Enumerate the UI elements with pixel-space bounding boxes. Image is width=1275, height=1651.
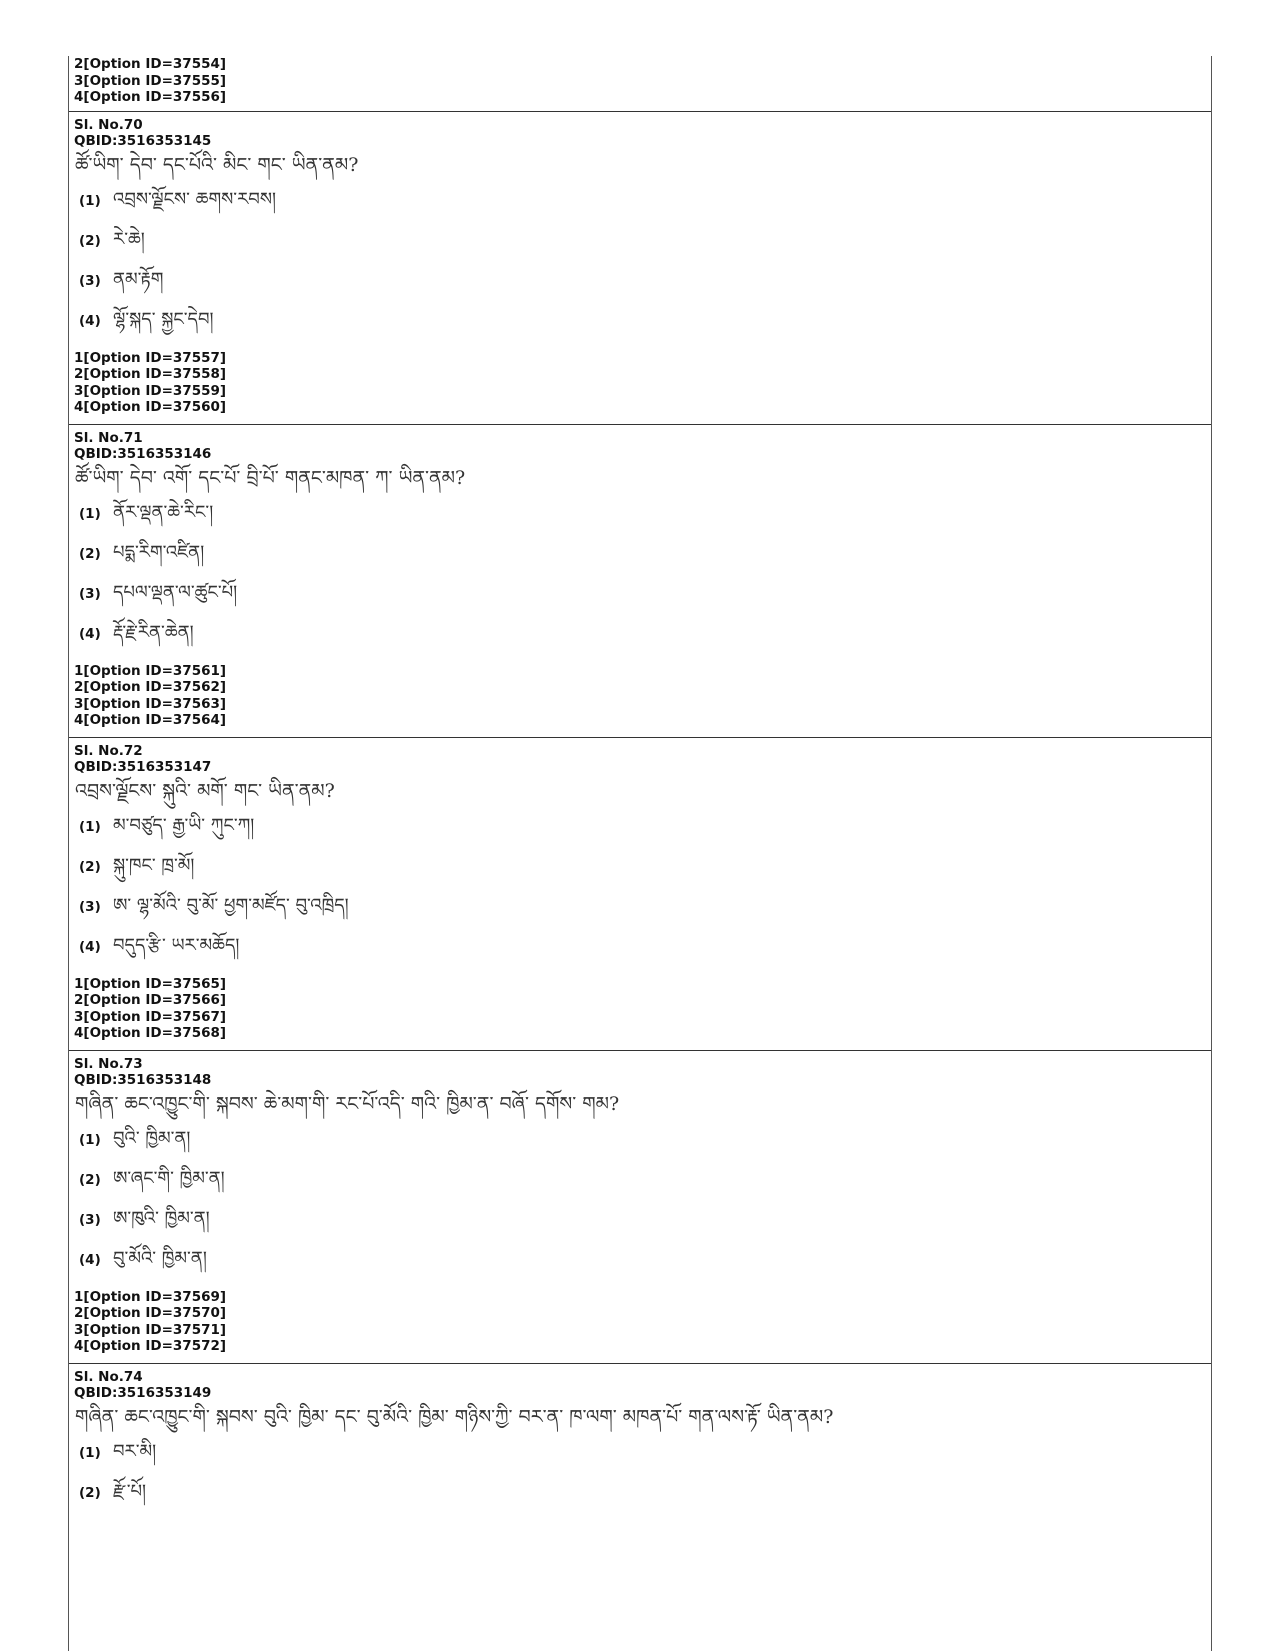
qbid: QBID:3516353149 (74, 1385, 212, 1401)
option-3 (69, 573, 1211, 613)
serial-number: Sl. No.73 (74, 1055, 143, 1072)
option-1 (69, 180, 1211, 220)
question-block-74 (69, 1363, 1211, 1512)
option-id-line: 3[Option ID=37555] (74, 72, 227, 89)
option-id-line: 1[Option ID=37569] (74, 1288, 227, 1305)
option-id-line: 3[Option ID=37559] (74, 382, 227, 399)
option-number: (2) (79, 545, 101, 562)
serial-number: Sl. No.71 (74, 429, 143, 446)
top-option-ids (69, 56, 1211, 106)
question-text: ཚོ་ཡིག་ དེབ་ འགོ་ དང་པོ་ བྲི་པོ་ གནང་མཁན་ ཀ་ ཡིན་ནམ? (75, 466, 466, 489)
serial-number: Sl. No.70 (74, 116, 143, 133)
question-block-73 (69, 1050, 1211, 1363)
option-4 (69, 1239, 1211, 1279)
option-number: (4) (79, 938, 101, 955)
option-number: (2) (79, 232, 101, 249)
option-id-line: 2[Option ID=37562] (74, 679, 227, 695)
option-1 (69, 493, 1211, 533)
option-number: (2) (79, 858, 101, 875)
option-text: སྐུ་ཁང་ ཁྲ་མོ། (113, 854, 195, 876)
option-text: ནོར་ལྡན་ཆེ་རིང་། (113, 501, 214, 523)
option-3 (69, 260, 1211, 300)
option-2 (69, 1472, 1211, 1512)
option-text: འབྲས་ལྗོངས་ ཆགས་རབས། (113, 188, 276, 210)
question-block-72 (69, 737, 1211, 1050)
option-ids (69, 1289, 1211, 1355)
option-id-line: 1[Option ID=37561] (74, 662, 227, 679)
option-4 (69, 300, 1211, 340)
option-id-line: 2[Option ID=37558] (74, 366, 227, 382)
option-text: བུ་མོའི་ ཁྱིམ་ན། (113, 1247, 207, 1269)
option-text: རྡོ་རྗེ་རིན་ཆེན། (113, 621, 194, 643)
option-id-line: 2[Option ID=37554] (74, 56, 227, 72)
qbid: QBID:3516353148 (74, 1072, 212, 1088)
option-text: ཨ་ཁུའི་ ཁྱིམ་ན། (113, 1207, 210, 1229)
option-4 (69, 926, 1211, 966)
option-number: (4) (79, 1251, 101, 1268)
option-text: རྫོ་པོ། (113, 1480, 147, 1502)
option-text: དཔལ་ལྡན་ལ་ཚུང་པོ། (113, 581, 238, 603)
question-text: གཞིན་ ཆང་འཁྱུང་གི་ སྐབས་ ཆེ་མག་གི་ རང་པོ་འདི་ གའི་ ཁྱིམ་ན་ བཞོ་ དགོས་ གམ? (75, 1092, 620, 1115)
option-4 (69, 613, 1211, 653)
qbid: QBID:3516353147 (74, 759, 212, 775)
option-1 (69, 1119, 1211, 1159)
qbid: QBID:3516353145 (74, 133, 212, 149)
question-text: ཚོ་ཡིག་ དེབ་ དང་པོའི་ མིང་ གང་ ཡིན་ནམ? (75, 153, 359, 176)
option-3 (69, 886, 1211, 926)
option-number: (1) (79, 505, 101, 522)
option-text: མ་བཙུད་ རྒྱ་ཡི་ ཀུང་ཀ། (113, 814, 255, 836)
option-id-line: 4[Option ID=37564] (74, 712, 227, 728)
option-number: (1) (79, 1444, 101, 1461)
option-id-line: 4[Option ID=37556] (74, 89, 227, 105)
option-number: (4) (79, 312, 101, 329)
option-id-line: 4[Option ID=37568] (74, 1025, 227, 1041)
option-3 (69, 1199, 1211, 1239)
option-2 (69, 533, 1211, 573)
qbid: QBID:3516353146 (74, 446, 212, 462)
option-number: (1) (79, 192, 101, 209)
option-1 (69, 1432, 1211, 1472)
question-text: གཞིན་ ཆང་འཁྱུང་གི་ སྐབས་ བུའི་ ཁྱིམ་ དང་ བུ་མོའི་ ཁྱིམ་ གཉིས་ཀྱི་ བར་ན་ ཁ་ལག་ མཁན་པོ་ གན་ལས་རྟོ་ ཡིན་ནམ? (75, 1405, 834, 1428)
option-ids (69, 663, 1211, 729)
option-ids (69, 976, 1211, 1042)
question-block-70 (69, 111, 1211, 424)
option-id-line: 2[Option ID=37566] (74, 992, 227, 1008)
option-number: (3) (79, 272, 101, 289)
option-text: བར་མི། (113, 1440, 157, 1462)
option-ids (69, 350, 1211, 416)
option-id-line: 3[Option ID=37567] (74, 1008, 227, 1025)
option-2 (69, 846, 1211, 886)
option-number: (3) (79, 585, 101, 602)
option-2 (69, 1159, 1211, 1199)
option-text: བདུད་རྩི་ ཡར་མཆོད། (113, 934, 240, 956)
option-text: ཨ་ཞང་གི་ ཁྱིམ་ན། (113, 1167, 225, 1189)
option-1 (69, 806, 1211, 846)
option-text: པདྨ་རིག་འཛིན། (113, 541, 205, 563)
option-id-line: 2[Option ID=37570] (74, 1305, 227, 1321)
option-number: (3) (79, 1211, 101, 1228)
serial-number: Sl. No.74 (74, 1368, 143, 1385)
option-id-line: 3[Option ID=37563] (74, 695, 227, 712)
option-number: (3) (79, 898, 101, 915)
option-id-line: 1[Option ID=37565] (74, 975, 227, 992)
option-number: (1) (79, 1131, 101, 1148)
serial-number: Sl. No.72 (74, 742, 143, 759)
option-id-line: 4[Option ID=37560] (74, 399, 227, 415)
question-text: འབྲས་ལྗོངས་ སྐུའི་ མགོ་ གང་ ཡིན་ནམ? (75, 779, 335, 802)
option-text: རེ་ཆེ། (113, 228, 145, 250)
option-text: ལྷོ་སྐད་ སྐྱང་དེབ། (113, 308, 214, 330)
option-number: (1) (79, 818, 101, 835)
option-id-line: 3[Option ID=37571] (74, 1321, 227, 1338)
question-block-71 (69, 424, 1211, 737)
option-text: ནམ་རྟོག (113, 268, 164, 290)
option-id-line: 4[Option ID=37572] (74, 1338, 227, 1354)
option-number: (2) (79, 1171, 101, 1188)
option-number: (4) (79, 625, 101, 642)
option-number: (2) (79, 1484, 101, 1501)
option-id-line: 1[Option ID=37557] (74, 349, 227, 366)
question-paper-sheet (68, 56, 1212, 1651)
option-text: བུའི་ ཁྱིམ་ན། (113, 1127, 191, 1149)
option-2 (69, 220, 1211, 260)
option-text: ཨ་ ལྷ་མོའི་ བུ་མོ་ ཕྱག་མཛོད་ བུ་འཁྲིད། (113, 894, 349, 916)
